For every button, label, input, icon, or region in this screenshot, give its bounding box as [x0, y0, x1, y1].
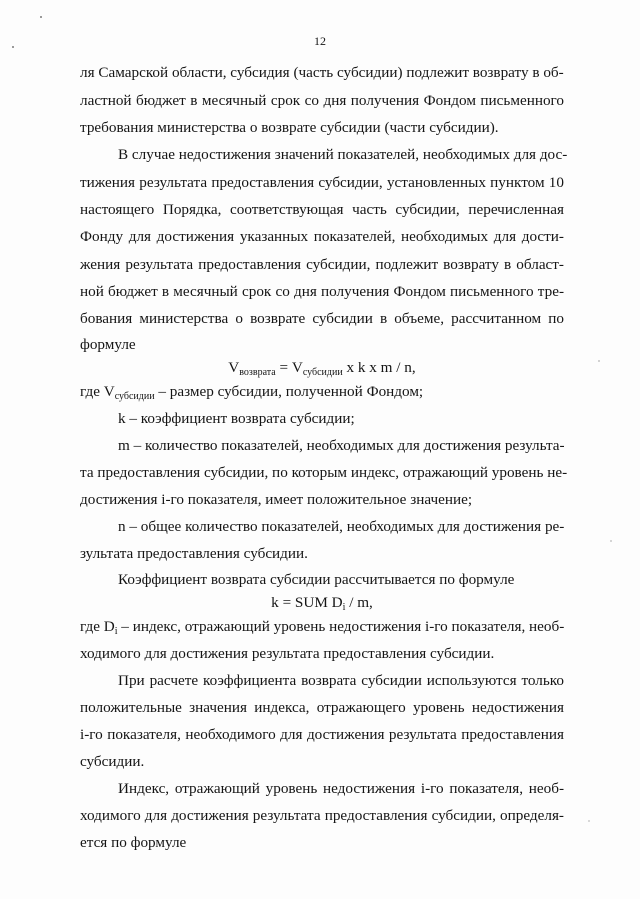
formula-subscript: i — [342, 602, 346, 613]
formula-symbol: V — [228, 359, 240, 376]
paragraph-start-line: Индекс, отражающий уровень недостижения i-го показателя, необ- — [118, 780, 564, 797]
definition-line — [80, 618, 564, 636]
page-number: 12 — [314, 34, 326, 48]
text-line: i-го показателя, необходимого для достижения результата предоставления — [80, 726, 564, 743]
formula-return-amount — [80, 359, 564, 377]
paragraph-start-line: В случае недостижения значений показателей, необходимых для дос- — [118, 146, 568, 163]
text-line: настоящего Порядка, соответствующая часть субсидии, перечисленная — [80, 201, 564, 218]
text-line: требования министерства о возврате субсидии (части субсидии). — [80, 119, 499, 136]
scan-speck — [610, 540, 612, 542]
paragraph-start-line: Коэффициент возврата субсидии рассчитывается по формуле — [118, 571, 515, 588]
scan-speck — [12, 46, 14, 48]
formula-expression: k = SUM D — [271, 594, 343, 611]
text-line: ходимого для достижения результата предоставления субсидии, определя- — [80, 807, 564, 824]
formula-rest: / m, — [345, 594, 373, 611]
scan-speck — [598, 360, 600, 362]
text-line: достижения i-го показателя, имеет положительное значение; — [80, 491, 473, 508]
text-line: ля Самарской области, субсидия (часть субсидии) подлежит возврату в об- — [80, 64, 564, 81]
formula-subscript: возврата — [239, 367, 276, 378]
formula-rest: x k x m / n, — [342, 359, 416, 376]
formula-symbol: V — [291, 359, 303, 376]
scan-speck — [40, 16, 42, 18]
definition-subscript: i — [114, 626, 118, 637]
text-line: положительные значения индекса, отражающего уровень недостижения — [80, 699, 564, 716]
text-line: ластной бюджет в месячный срок со дня получения Фондом письменного — [80, 92, 564, 109]
definition-lead: где V — [80, 383, 115, 400]
text-line: тижения результата предоставления субсидии, установленных пунктом 10 — [80, 174, 564, 191]
text-line: формуле — [80, 336, 136, 353]
formula-coefficient — [80, 594, 564, 612]
text-line: жения результата предоставления субсидии, подлежит возврату в област- — [80, 256, 564, 273]
text-line: зультата предоставления субсидии. — [80, 545, 308, 562]
text-line: ной бюджет в месячный срок со дня получения Фондом письменного тре- — [80, 283, 564, 300]
definition-lead: где D — [80, 618, 115, 635]
text-line: субсидии. — [80, 753, 145, 770]
text-line: бования министерства о возврате субсидии в объеме, рассчитанном по — [80, 310, 564, 327]
formula-subscript: субсидии — [302, 367, 343, 378]
definition-line — [80, 383, 564, 401]
definition-subscript: субсидии — [114, 391, 155, 402]
definition-text: – размер субсидии, полученной Фондом; — [154, 383, 424, 400]
text-line: та предоставления субсидии, по которым индекс, отражающий уровень не- — [80, 464, 568, 481]
scan-speck — [588, 820, 590, 822]
definition-line: n – общее количество показателей, необходимых для достижения ре- — [118, 518, 565, 535]
formula-equals: = — [275, 359, 292, 376]
definition-text: – индекс, отражающий уровень недостижения i-го показателя, необ- — [117, 618, 565, 635]
definition-line: m – количество показателей, необходимых для достижения результа- — [118, 437, 565, 454]
text-line: ходимого для достижения результата предоставления субсидии. — [80, 645, 495, 662]
definition-line: k – коэффициент возврата субсидии; — [118, 410, 355, 427]
paragraph-start-line: При расчете коэффициента возврата субсидии используются только — [118, 672, 564, 689]
text-line: Фонду для достижения указанных показателей, необходимых для дости- — [80, 228, 564, 245]
text-line: ется по формуле — [80, 834, 187, 851]
